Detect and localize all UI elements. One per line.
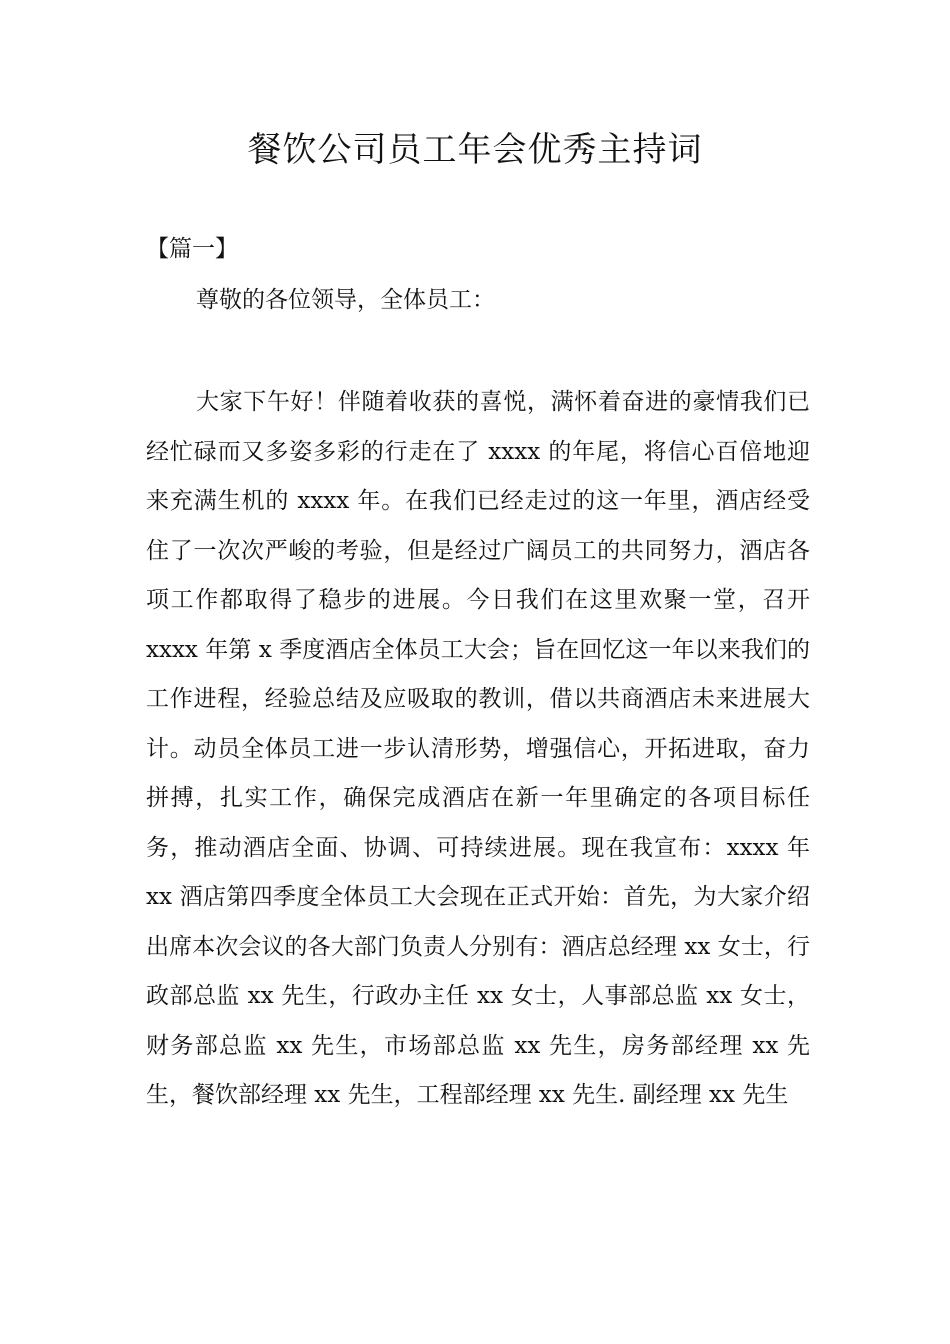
section-heading: 【篇一】 (146, 236, 238, 262)
document-title: 餐饮公司员工年会优秀主持词 (247, 130, 703, 170)
salutation: 尊敬的各位领导，全体员工： (196, 287, 495, 313)
body-paragraph: 大家下午好！伴随着收获的喜悦，满怀着奋进的豪情我们已经忙碌而又多姿多彩的行走在了 xxxx 的年尾，将信心百倍地迎来充满生机的 xxxx 年。在我们已经走过的这一年里，酒店经受住了一次次严峻的考验，但是经过广阔员工的共同努力，酒店各项工作都取得了稳步的进展。今日我们在这里欢聚一堂，召开 xxxx 年第 x 季度酒店全体员工大会；旨在回忆这一年以来我们的工作进程，经验总结及应吸取的教训，借以共商酒店未来进展大计。动员全体员工进一步认清形势，增强信心，开拓进取，奋力拼搏，扎实工作，确保完成酒店在新一年里确定的各项目标任务，推动酒店全面、协调、可持续进展。现在我宣布：xxxx 年 xx 酒店第四季度全体员工大会现在正式开始：首先，为大家介绍出席本次会议的各大部门负责人分别有：酒店总经理 xx 女士，行政部总监 xx 先生，行政办主任 xx 女士，人事部总监 xx 女士，财务部总监 xx 先生，市场部总监 xx 先生，房务部经理 xx 先生，餐饮部经理 xx 先生，工程部经理 xx 先生. 副经理 xx 先生 (146, 389, 810, 1108)
